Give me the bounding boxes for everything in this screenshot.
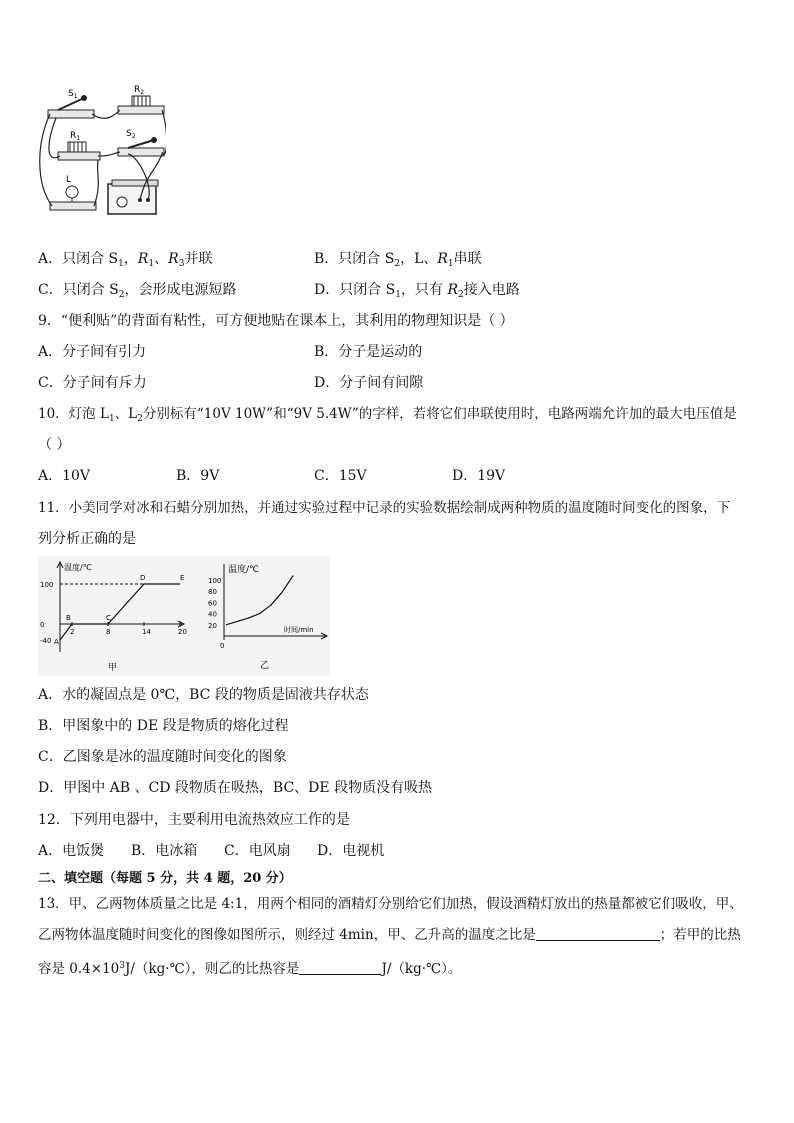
jia-x-tick: 2 xyxy=(70,628,75,636)
q13-blank-2[interactable] xyxy=(299,960,381,975)
yi-y-tick: 60 xyxy=(208,599,217,608)
q11-option-a: A．水的凝固点是 0℃，BC 段的物质是固液共存状态 xyxy=(38,687,369,703)
label-s2: $S_2$ xyxy=(126,129,136,140)
jia-point-label: C xyxy=(106,614,111,622)
q12-option-c: C．电风扇 xyxy=(224,843,291,859)
jia-y-tick: 100 xyxy=(40,581,54,589)
yi-y-tick: 40 xyxy=(208,610,217,619)
q11-option-c: C．乙图象是冰的温度随时间变化的图象 xyxy=(38,749,287,765)
q12-option-a: A．电饭煲 xyxy=(38,843,105,859)
q8-option-d: D．只闭合 $S_1$，只有 $R_2$接入电路 xyxy=(314,282,520,300)
q9-option-d: D．分子间有间隙 xyxy=(314,375,424,391)
jia-y-tick: -40 xyxy=(40,637,52,645)
yi-y-tick: 80 xyxy=(208,588,217,597)
q9-option-b: B．分子是运动的 xyxy=(314,344,423,360)
jia-y-tick: 0 xyxy=(40,621,45,629)
q8-option-c: C．只闭合 $S_2$，会形成电源短路 xyxy=(38,282,237,300)
q10-option-b: B．9V xyxy=(176,468,220,484)
q10-option-c: C．15V xyxy=(314,468,367,484)
q10-stem: 10．灯泡 $L_1$、$L_2$分别标有“10V 10W”和“9V 5.4W”的字样，若将它们串联使用时，电路两端允许加的最大电压值是 xyxy=(38,406,737,424)
yi-ylabel: 温度/℃ xyxy=(228,565,260,575)
q13-line1: 13．甲、乙两物体质量之比是 4:1，用两个相同的酒精灯分别给它们加热，假设酒精灯放出的热量都被它们吸收，甲、 xyxy=(38,896,743,912)
q13-line2: 乙两物体温度随时间变化的图像如图所示，则经过 4min，甲、乙升高的温度之比是 ；若甲的比热 xyxy=(38,927,741,943)
q11-stem-line2: 列分析正确的是 xyxy=(38,531,136,547)
svg-text:0: 0 xyxy=(220,642,225,650)
jia-point-label: B xyxy=(66,614,71,622)
q9-stem: 9．“便利贴”的背面有粘性，可方便地贴在课本上，其利用的物理知识是（ ） xyxy=(38,313,514,329)
q13-line3: 容是 $0.4\times 10^3J/(kg\cdot℃)$，则乙的比热容是 J/（kg·℃）。 xyxy=(38,961,462,977)
section-title: 二、填空题（每题 5 分，共 4 题，20 分） xyxy=(38,871,292,886)
q11-option-b: B．甲图象中的 DE 段是物质的熔化过程 xyxy=(38,718,289,734)
label-lamp: L xyxy=(66,175,72,185)
jia-x-tick: 20 xyxy=(178,628,187,636)
jia-point-label: A xyxy=(54,638,59,646)
yi-y-tick: 20 xyxy=(208,621,217,630)
q12-option-d: D．电视机 xyxy=(317,843,385,859)
q12-option-b: B．电冰箱 xyxy=(131,843,198,859)
q11-stem-line1: 11．小美同学对冰和石蜡分别加热，并通过实验过程中记录的实验数据绘制成两种物质的温度随时间变化的图象，下 xyxy=(38,500,731,516)
label-r2: $R_2$ xyxy=(134,85,145,96)
q8-option-b: B．只闭合 $S_2$，L、$R_1$串联 xyxy=(314,251,482,269)
q10-stem-line2: （ ） xyxy=(38,437,71,453)
jia-point-label: E xyxy=(180,574,185,582)
label-r1: $R_1$ xyxy=(70,131,81,142)
q10-option-a: A．10V xyxy=(38,468,91,484)
circuit-diagram xyxy=(36,84,166,224)
q12-stem: 12．下列用电器中，主要利用电流热效应工作的是 xyxy=(38,812,350,828)
yi-y-tick: 100 xyxy=(208,577,222,585)
jia-ylabel: 温度/℃ xyxy=(64,563,92,572)
jia-point-label: D xyxy=(140,574,146,582)
q13-blank-1[interactable] xyxy=(536,926,660,941)
jia-x-tick: 14 xyxy=(142,628,151,636)
q9-option-c: C．分子间有斥力 xyxy=(38,375,147,391)
jia-title: 甲 xyxy=(108,663,118,673)
yi-title: 乙 xyxy=(260,661,270,671)
label-s1: $S_1$ xyxy=(68,89,78,100)
q10-option-d: D．19V xyxy=(452,468,506,484)
q8-option-a: A．只闭合 $S_1$，$R_1$、$R_3$并联 xyxy=(38,251,213,269)
q11-option-d: D．甲图中 AB 、CD 段物质在吸热，BC、DE 段物质没有吸热 xyxy=(38,780,433,796)
q9-option-a: A．分子间有引力 xyxy=(38,344,147,360)
yi-xlabel: 时间/min xyxy=(284,626,314,634)
jia-x-tick: 8 xyxy=(106,628,111,636)
q11-charts xyxy=(38,556,330,676)
